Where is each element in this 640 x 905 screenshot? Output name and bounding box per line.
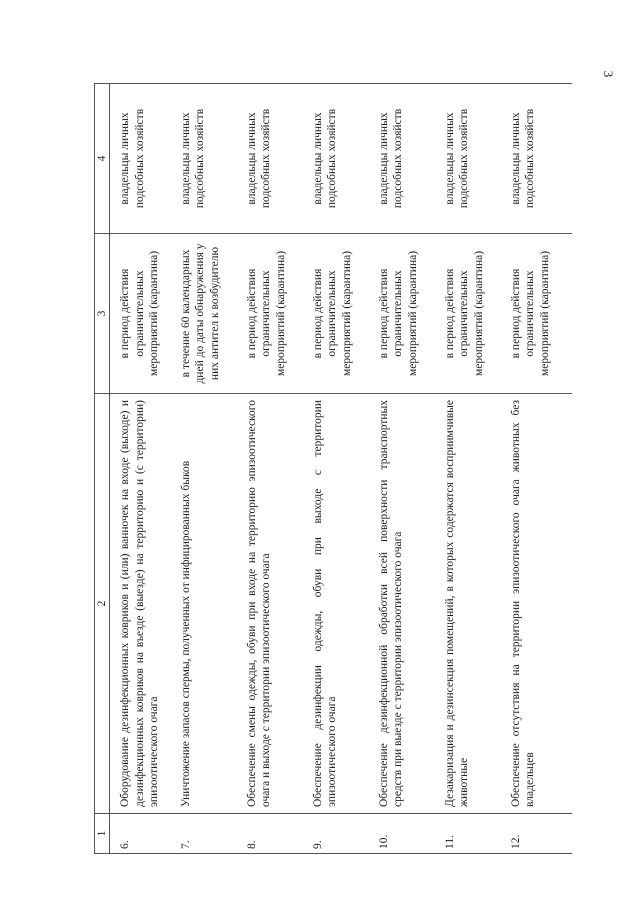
measure-term: в период действия ограничительных мероприятий (карантина) [110, 234, 176, 394]
row-number: 9. [308, 814, 374, 854]
measure-description: Уничтожение запасов спермы, полученных от инфицированных быков [176, 394, 242, 814]
measure-responsible: владельцы личных подсобных хозяйств [308, 84, 374, 234]
measures-table [94, 83, 572, 854]
measure-responsible: владельцы личных подсобных хозяйств [440, 84, 506, 234]
measure-responsible: владельцы личных подсобных хозяйств [242, 84, 308, 234]
table-row [110, 84, 176, 854]
measure-description: Обеспечение дезинфекции одежды, обуви при выходе с территории эпизоотического очага [308, 394, 374, 814]
table-row [242, 84, 308, 854]
measure-term: в период действия ограничительных мероприятий (карантина) [374, 234, 440, 394]
measure-description: Оборудование дезинфекционных ковриков и (или) ванночек на входе (выходе) и дезинфекционных ковриков на въезде (выезде) на территорию и (с территории) эпизоотического очага [110, 394, 176, 814]
measure-term: в течение 60 календарных дней до даты обнаружения у них антител к возбудителю [176, 234, 242, 394]
row-number: 11. [440, 814, 506, 854]
row-number: 6. [110, 814, 176, 854]
row-number: 8. [242, 814, 308, 854]
measure-description: Обеспечение отсутствия на территории эпизоотического очага животных без владельцев [506, 394, 572, 814]
measure-term: в период действия ограничительных мероприятий (карантина) [440, 234, 506, 394]
measure-description: Дезакаризация и дезинсекция помещений, в которых содержатся восприимчивые животные [440, 394, 506, 814]
row-number: 7. [176, 814, 242, 854]
measure-responsible: владельцы личных подсобных хозяйств [176, 84, 242, 234]
table-header-row [95, 84, 110, 854]
measure-description: Обеспечение смены одежды, обуви при входе на территорию эпизоотического очага и выходе с территории эпизоотического очага [242, 394, 308, 814]
measure-description: Обеспечение дезинфекционной обработки всей поверхности транспортных средств при выезде с территории эпизоотического очага [374, 394, 440, 814]
table-row [308, 84, 374, 854]
measure-term: в период действия ограничительных мероприятий (карантина) [242, 234, 308, 394]
row-number: 10. [374, 814, 440, 854]
column-header-1: 1 [95, 814, 110, 854]
column-header-3: 3 [95, 234, 110, 394]
measure-term: в период действия ограничительных мероприятий (карантина) [308, 234, 374, 394]
table-row [440, 84, 506, 854]
measure-responsible: владельцы личных подсобных хозяйств [506, 84, 572, 234]
measure-term: в период действия ограничительных мероприятий (карантина) [506, 234, 572, 394]
table-row [506, 84, 572, 854]
page-number: 3 [601, 70, 616, 78]
row-number: 12. [506, 814, 572, 854]
rotated-table-wrapper [94, 84, 569, 854]
measure-responsible: владельцы личных подсобных хозяйств [110, 84, 176, 234]
measure-responsible: владельцы личных подсобных хозяйств [374, 84, 440, 234]
table-row [374, 84, 440, 854]
column-header-2: 2 [95, 394, 110, 814]
table-row [176, 84, 242, 854]
column-header-4: 4 [95, 84, 110, 234]
table-rotation-frame [94, 84, 569, 854]
